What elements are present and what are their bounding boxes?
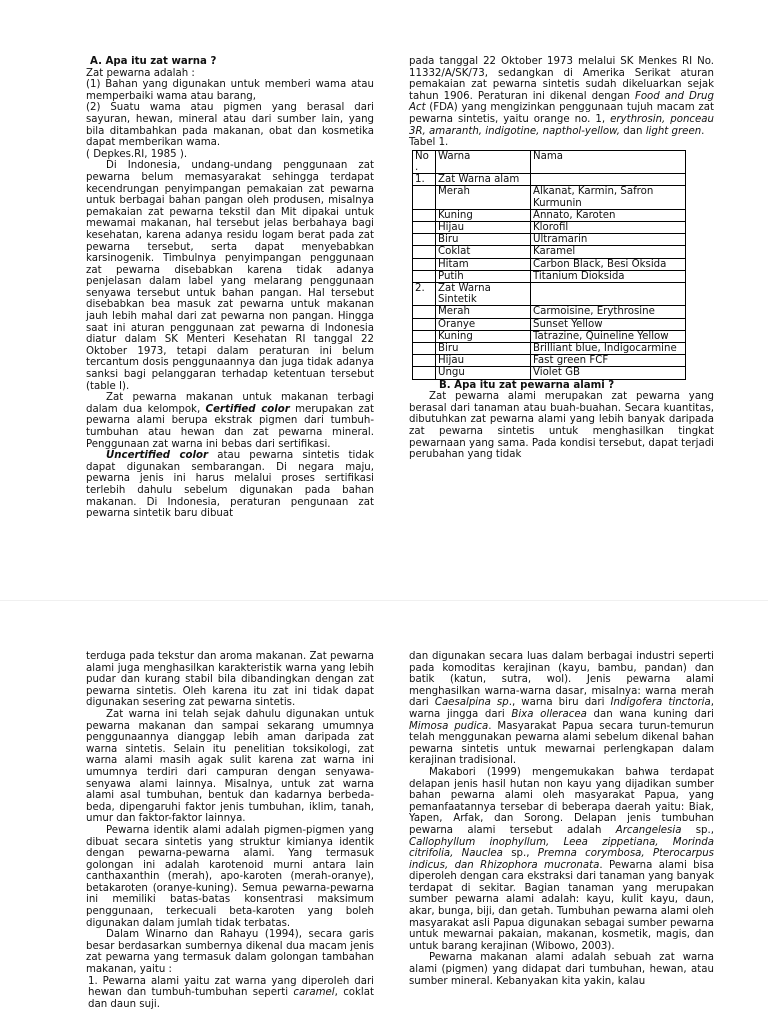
nama-cell: Annato, Karoten — [531, 209, 686, 221]
species-name: Bixa olleracea — [511, 708, 587, 720]
empty-no-cell — [413, 186, 436, 209]
text-run: merupakan zat pewarna alami berupa ekstrak pigmen dari tumbuh-tumbuhan atau hewan dan zat pewarna mineral. Penggunaan zat warna ini bebas dari sertifikasi. — [86, 403, 374, 450]
empty-no-cell — [413, 355, 436, 367]
text-run: . — [701, 125, 705, 137]
group-title: Zat Warna Sintetik — [436, 282, 531, 305]
empty-no-cell — [413, 234, 436, 246]
page2-left-column — [86, 651, 374, 1010]
table-row — [413, 343, 686, 355]
document-page-2 — [0, 600, 768, 1025]
species-name: Premna corymbosa, Pterocarpus indicus, dan Rhizophora mucronata — [409, 848, 714, 871]
nama-cell: Ultramarin — [531, 234, 686, 246]
warna-cell: Hijau — [436, 355, 531, 367]
group-empty-cell — [531, 282, 686, 305]
text-run: sp., — [502, 848, 538, 860]
paragraph: Dalam Winarno dan Rahayu (1994), secara garis besar berdasarkan sumbernya dikenal dua macam jenis zat pewarna yang termasuk dalam golongan tambahan makanan, yaitu : — [86, 929, 374, 976]
header-warna: Warna — [436, 150, 531, 173]
warna-cell: Hijau — [436, 221, 531, 233]
page2-right-column — [409, 651, 714, 987]
species-name: Callophyllum inophyllum, Leea zippetiana, Morinda citrifolia, Nauclea — [409, 836, 714, 860]
table-group-row — [413, 282, 686, 305]
paragraph — [409, 56, 714, 137]
warna-cell: Kuning — [436, 330, 531, 342]
header-nama: Nama — [531, 150, 686, 173]
paragraph: Pewarna makanan alami adalah sebuah zat warna alami (pigmen) yang didapat dari tumbuhan, hewan, atau sumber mineral. Kebanyakan kita yakin, kalau — [409, 952, 714, 987]
table-row — [413, 209, 686, 221]
term-fda: Food and Drug Act — [409, 90, 714, 114]
warna-cell: Hitam — [436, 258, 531, 270]
text-run: pada tanggal 22 Oktober 1973 melalui SK Menkes RI No. 11332/A/SK/73, sedangkan di Amerika Serikat aturan pemakaian zat pewarna sintetis sudah dikeluarkan sejak tahun 1906. Peraturan ini dikenal dengan — [409, 56, 714, 102]
warna-cell: Merah — [436, 306, 531, 318]
empty-no-cell — [413, 270, 436, 282]
list-item — [86, 976, 374, 1011]
text-run: . Masyarakat Papua secara turun-temurun telah menggunakan pewarna alami sebelum dikenal bahan pewarna sintetis untuk mewarnai perlengkapan dalam kerajinan tradisional. — [409, 720, 714, 767]
dye-table — [412, 150, 686, 380]
nama-cell: Alkanat, Karmin, Safron Kurmunin — [531, 186, 686, 209]
warna-cell: Biru — [436, 234, 531, 246]
nama-cell: Fast green FCF — [531, 355, 686, 367]
table-row — [413, 246, 686, 258]
section-a-heading: A. Apa itu zat warna ? — [90, 56, 217, 67]
table-row — [413, 258, 686, 270]
text-run: . Pewarna alami bisa diperoleh dengan cara ekstraksi dari tanaman yang banyak terdapat di sekitar. Bagian tanaman yang merupakan sumber pewarna alami adalah: kayu, kulit kayu, daun, akar, bunga, biji, dan getah. Tumbuhan pewarna alami oleh masyarakat asli Papua digunakan sebagai sumber pewarna untuk mewarnai pakaian, makanan, kosmetik, magis, dan untuk barang kerajinan (Wibowo, 2003). — [409, 859, 714, 952]
warna-cell: Coklat — [436, 246, 531, 258]
text-run: dan digunakan secara luas dalam berbagai industri seperti pada komoditas kerajinan (kayu, bambu, pandan) dan batik (katun, sutra, wol). Jenis pewarna alami menghasilkan warna-warna dasar, misalnya: warna merah dari — [409, 651, 714, 709]
empty-no-cell — [413, 318, 436, 330]
table-header-row — [413, 150, 686, 173]
table-row — [413, 330, 686, 342]
dye-list: erythrosin, ponceau 3R, amaranth, indigotine, napthol-yellow, — [409, 113, 715, 137]
warna-cell: Oranye — [436, 318, 531, 330]
nama-cell: Brilliant blue, Indigocarmine — [531, 343, 686, 355]
nama-cell: Titanium Dioksida — [531, 270, 686, 282]
paragraph — [409, 767, 714, 953]
nama-cell: Carmoisine, Erythrosine — [531, 306, 686, 318]
term-uncertified-color: Uncertified color — [106, 450, 209, 462]
term-certified-color: Certified color — [205, 403, 290, 415]
group-number: 1. — [413, 174, 436, 186]
warna-cell: Putih — [436, 270, 531, 282]
text-run: Zat pewarna makanan untuk makanan terbagi dalam dua kelompok, — [86, 392, 374, 415]
definition-intro: Zat pewarna adalah : — [86, 67, 195, 79]
species-name: Mimosa pudica — [409, 720, 489, 732]
nama-cell: Tatrazine, Quineline Yellow — [531, 330, 686, 342]
table-row — [413, 306, 686, 318]
empty-no-cell — [413, 221, 436, 233]
species-name: Indigofera tinctoria — [610, 697, 711, 709]
paragraph — [86, 392, 374, 450]
text-run: sp., — [681, 824, 714, 836]
definition-2: (2) Suatu wama atau pigmen yang berasal dari sayuran, hewan, mineral atau dari sumber lain, yang bila ditambahkan pada makanan, obat dan kosmetika dapat memberikan wama. — [86, 102, 374, 149]
text-run: ., warna biru dari — [508, 697, 611, 709]
header-no: No . — [413, 150, 436, 173]
nama-cell: Sunset Yellow — [531, 318, 686, 330]
empty-no-cell — [413, 330, 436, 342]
species-name: Arcangelesia — [615, 824, 682, 836]
citation: ( Depkes.RI, 1985 ). — [86, 148, 188, 160]
group-title: Zat Warna alam — [436, 174, 531, 186]
empty-no-cell — [413, 258, 436, 270]
species-name: Caesalpina sp — [434, 697, 509, 709]
paragraph: terduga pada tekstur dan aroma makanan. Zat pewarna alami juga menghasilkan karakteristik warna yang lebih pudar dan kurang stabil bila dibandingkan dengan zat pewarna sintetis. Oleh karena itu zat ini tidak dapat digunakan sesering zat pewarna sintetis. — [86, 651, 374, 709]
section-b-heading: B. Apa itu zat pewarna alami ? — [439, 379, 615, 391]
paragraph: Zat warna ini telah sejak dahulu digunakan untuk pewarna makanan dan sampai sekarang umumnya penggunaannya dianggap lebih aman daripada zat warna sintetis. Selain itu penelitian toksikologi, zat warna alami masih agak sulit karena zat warna ini umumnya terdiri dari campuran dengan senyawa-senyawa alami lainnya. Misalnya, untuk zat warna alami asal tumbuhan, bentuk dan kadarnya berbeda-beda, dipengaruhi faktor jenis tumbuhan, iklim, tanah, umur dan faktor-faktor lainnya. — [86, 708, 374, 825]
table-row — [413, 367, 686, 379]
page1-right-column — [409, 56, 714, 461]
text-run: dan — [620, 125, 646, 137]
text-run: dan wana kuning dari — [586, 708, 714, 720]
text-run: Makabori (1999) mengemukakan bahwa terdapat delapan jenis hasil hutan non kayu yang dijadikan sumber bahan pewarna alami oleh masyarakat Papua, yang pemanfaatannya tersebar di beberapa daerah yaitu: Biak, Yapen, Arfak, dan Sorong. Delapan jenis tumbuhan pewarna alami tersebut adalah — [409, 766, 714, 836]
table-group-row — [413, 174, 686, 186]
group-empty-cell — [531, 174, 686, 186]
table-row — [413, 355, 686, 367]
table-row — [413, 270, 686, 282]
table-row — [413, 221, 686, 233]
nama-cell: Carbon Black, Besi Oksida — [531, 258, 686, 270]
empty-no-cell — [413, 246, 436, 258]
empty-no-cell — [413, 306, 436, 318]
warna-cell: Kuning — [436, 209, 531, 221]
table-row — [413, 186, 686, 209]
nama-cell: Karamel — [531, 246, 686, 258]
empty-no-cell — [413, 367, 436, 379]
warna-cell: Ungu — [436, 367, 531, 379]
page1-left-column — [86, 56, 374, 520]
warna-cell: Biru — [436, 343, 531, 355]
table-caption: Tabel 1. — [409, 137, 449, 149]
nama-cell: Violet GB — [531, 367, 686, 379]
text-run: , coklat dan daun suji. — [88, 987, 374, 1010]
definition-1: (1) Bahan yang digunakan untuk memberi wama atau memperbaiki wama atau barang, — [86, 79, 374, 102]
table-row — [413, 318, 686, 330]
table-row — [413, 234, 686, 246]
paragraph: Pewarna identik alami adalah pigmen-pigmen yang dibuat secara sintetis yang struktur kimianya identik dengan pewarna-pewarna alami. Yang termasuk golongan ini adalah karotenoid murni antara lain canthaxanthin (merah), apo-karoten (merah-oranye), betakaroten (oranye-kuning). Semua pewarna-pewarna ini memiliki batas-batas konsentrasi maksimum penggunaan, terkecuali beta-karoten yang boleh digunakan dalam jumlah tidak terbatas. — [86, 824, 374, 929]
empty-no-cell — [413, 343, 436, 355]
empty-no-cell — [413, 209, 436, 221]
text-run: 1. Pewarna alami yaitu zat warna yang diperoleh dari hewan dan tumbuh-tumbuhan seperti — [88, 975, 374, 999]
term-caramel: caramel — [293, 987, 335, 999]
paragraph: Zat pewarna alami merupakan zat pewarna yang berasal dari tanaman atau buah-buahan. Secara kuantitas, dibutuhkan zat pewarna alami yang lebih banyak daripada zat pewarna sintetis untuk menghasilkan tingkat pewarnaan yang sama. Pada kondisi tersebut, dapat terjadi perubahan yang tidak — [409, 391, 714, 461]
text-run: , warna jingga dari — [409, 697, 714, 720]
term-light-green: light green — [645, 125, 702, 137]
paragraph: Di Indonesia, undang-undang penggunaan zat pewarna belum memasyarakat sehingga terdapat kecendrungan penyimpangan pemakaian zat pewarna untuk berbagai bahan pangan oleh produsen, misalnya pemakaian zat pewarna tekstil dan Mit dipakai untuk mewamai makanan, hal tersebut jelas berbahaya bagi kesehatan, karena adanya residu logam berat pada zat pewarna tersebut, serta dapat menyebabkan karsinogenik. Timbulnya penyimpangan penggunaan zat pewarna disebabkan karena tidak adanya penjelasan dalam label yang melarang penggunaan senyawa tersebut untuk bahan pangan. Hal tersebut disebabkan bea masuk zat pewarna untuk makanan jauh lebih mahal dari zat pewarna non pangan. Hingga saat ini aturan penggunaan zat pewarna di lndonesia diatur dalam SK Menteri Kesehatan RI tanggal 22 Oktober 1973, tetapi dalam peraturan ini belum tercantum dosis penggunaannya dan juga tidak adanya sanksi bagi pelanggaran terhadap ketentuan tersebut (table I). — [86, 160, 374, 392]
paragraph — [86, 450, 374, 520]
text-run: atau pewarna sintetis tidak dapat digunakan sembarangan. Di negara maju, pewarna jenis ini harus melalui proses sertifikasi terlebih dahulu sebelum digunakan pada bahan makanan. Di Indonesia, peraturan pengunaan zat pewarna sintetik baru dibuat — [86, 450, 374, 520]
group-number: 2. — [413, 282, 436, 305]
text-run: (FDA) yang mengizinkan penggunaan tujuh macam zat pewarna sintetis, yaitu orange no. 1, — [409, 102, 714, 125]
paragraph — [409, 651, 714, 767]
nama-cell: Klorofil — [531, 221, 686, 233]
warna-cell: Merah — [436, 186, 531, 209]
